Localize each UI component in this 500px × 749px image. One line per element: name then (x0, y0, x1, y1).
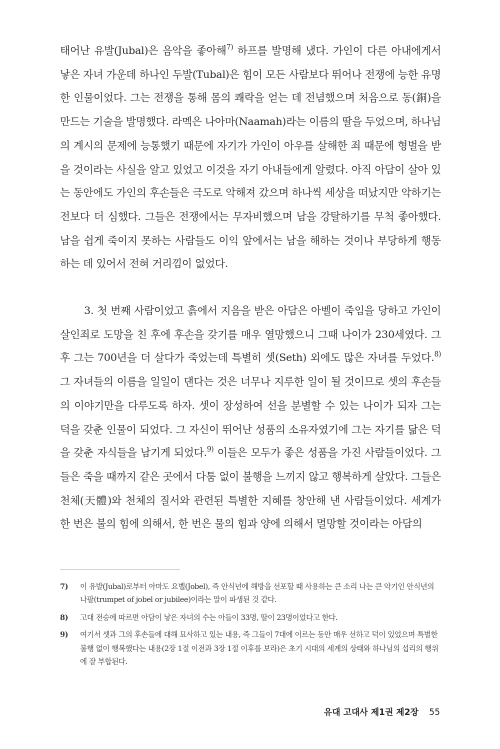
paragraph-2-text-c: 이들은 모두가 좋은 성품을 가진 사람들이었다. 그들은 죽을 때까지 같은 곳에서 다툼 없이 불행을 느끼지 않고 행복하게 살았다. 그들은 천체(天體)와 천체의 질서와 관련된 특별한 지혜를 창안해 낸 사람들이었다. 세계가 한 번은 불의 힘에 의해서, 한 번은 물의 힘과 양에 의해서 멸망할 것이라는 아담의 (60, 447, 441, 531)
footnote-text: 고대 전승에 따르면 아담이 낳은 자녀의 수는 아들이 33명, 딸이 23명이었다고 한다. (80, 612, 338, 622)
footnote-number: 9) (60, 630, 69, 640)
footnote-ref-8[interactable]: 8) (434, 350, 441, 359)
paragraph-1-text-b: 하프를 발명해 냈다. 가인이 다른 아내에게서 낳은 자녀 가운데 하나인 두발(Tubal)은 힘이 모든 사람보다 뛰어나 전쟁에 능한 유명한 인물이었다. 그는 전쟁을 통해 몸의 쾌락을 얻는 데 전념했으며 처음으로 동(銅)을 만드는 기술을 발명했다. 라멕은 나아마(Naamah)라는 이름의 딸을 두었으며, 하나님의 계시의 문제에 능통했기 때문에 자기가 가인이 아우를 살해한 죄 때문에 형벌을 받을 것이라는 사실을 알고 있었고 이것을 자기 아내들에게 알렸다. 아직 아담이 살아 있는 동안에도 가인의 후손들은 극도로 악해져 갔으며 하나씩 세상을 떠났지만 악하기는 전보다 더 심했다. 그들은 전쟁에서는 무자비했으며 남을 강탈하기를 무척 좋아했다. 남을 쉽게 죽이지 못하는 사람들도 이익 앞에서는 남을 해하는 것이나 부당하게 행동하는 데 있어서 전혀 거리낌이 없었다. (60, 45, 441, 271)
footnote-ref-7[interactable]: 7) (226, 43, 234, 52)
paragraph-1-text-a: 태어난 유발(Jubal)은 음악을 좋아해 (60, 45, 227, 57)
main-text (60, 40, 441, 537)
footnote-8 (60, 611, 441, 624)
footnote-number: 8) (60, 612, 69, 622)
running-title: 유대 고대사 제1권 제2장 (323, 708, 419, 718)
paragraph-gap (60, 277, 441, 300)
footnote-text: 여기서 셋과 그의 후손들에 대해 묘사하고 있는 내용, 즉 그들이 7대에 이르는 동안 매우 선하고 덕이 있었으며 특별한 불행 없이 행복했다는 내용(2장 1절 이전과 3장 1절 이후를 보라)은 초기 시대의 세계의 상태와 하나님의 섭리의 행위에 잘 부합된다. (80, 630, 439, 667)
footnote-9 (60, 628, 441, 668)
footnote-divider (60, 569, 180, 570)
page-footer (324, 706, 440, 718)
page-number: 55 (429, 708, 440, 718)
paragraph-2-text-b: 그 자녀들의 이름을 일일이 댄다는 것은 너무나 지루한 일이 될 것이므로 셋의 후손들의 이야기만을 다루도록 하자. 셋이 장성하여 선을 분별할 수 있는 나이가 되자 그는 덕을 갖춘 인물이 되었다. 그 자신이 뛰어난 성품의 소유자였기에 그는 자기를 닮은 덕을 갖춘 자식들을 남기게 되었다. (60, 376, 441, 460)
footnote-number: 7) (60, 582, 69, 591)
footnote-text: 이 유발(Jubal)로부터 아마도 요벨(Jobel), 즉 안식년에 해방을 선포할 때 사용하는 큰 소리 나는 큰 악기인 안식년의 나팔(trumpet of jobel or jubilee)이라는 말이 파생된 것 같다. (80, 582, 435, 605)
footnote-ref-9[interactable]: 9) (206, 445, 214, 454)
paragraph-1 (60, 40, 441, 277)
paragraph-2 (60, 300, 441, 537)
paragraph-2-text-a: 3. 첫 번째 사람이었고 흙에서 지음을 받은 아담은 아벨이 죽임을 당하고 가인이 살인죄로 도망을 친 후에 후손을 갖기를 매우 열망했으니 그때 나이가 230세였다. 그 후 그는 700년을 더 살다가 죽었는데 특별히 셋(Seth) 외에도 많은 자녀를 두었다. (60, 305, 441, 365)
footnotes (60, 580, 441, 672)
footnote-7 (60, 580, 441, 607)
